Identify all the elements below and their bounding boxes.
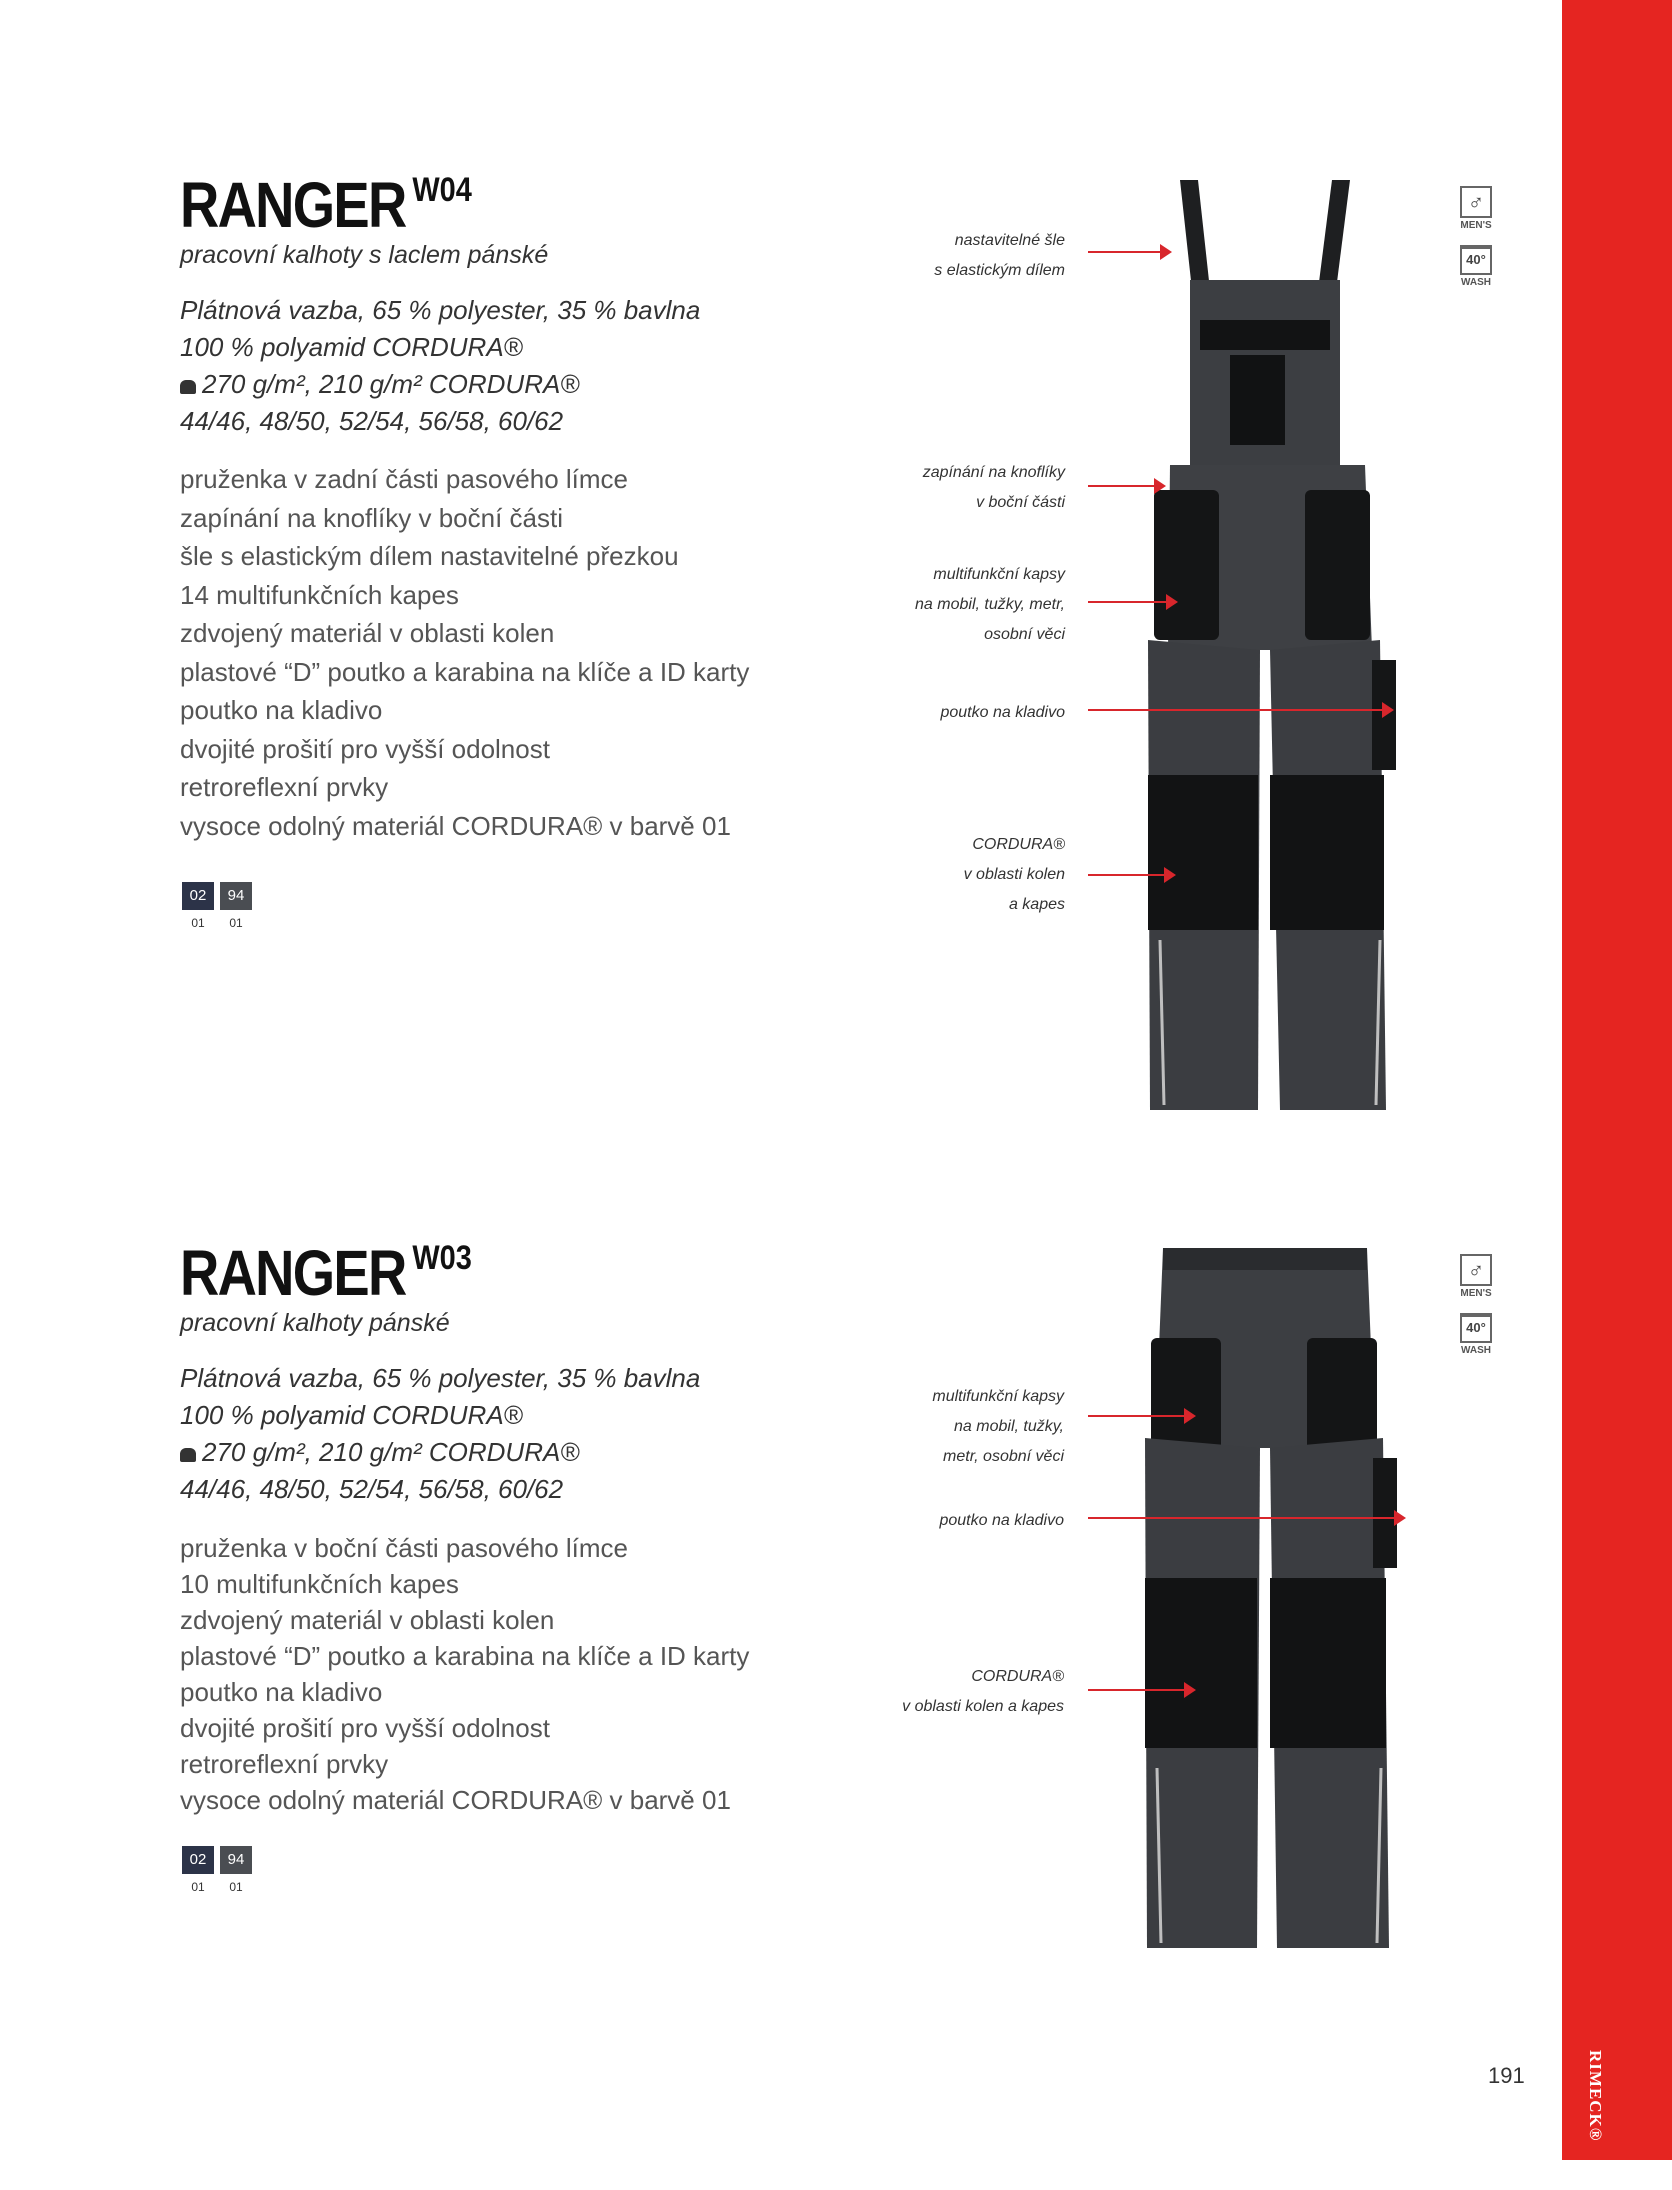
spec-list [180,1360,700,1508]
callout-straps: nastavitelné šle s elastickým dílem [934,232,1065,279]
feature-item: 14 multifunkčních kapes [180,579,459,610]
feature-item: zapínání na knoflíky v boční části [180,502,563,533]
wash-icon: 40° [1460,245,1492,275]
feature-item: vysoce odolný materiál CORDURA® v barvě 01 [180,1785,731,1815]
feature-list [180,1530,749,1818]
spec-material: 100 % polyamid CORDURA® [180,332,523,362]
male-icon: ♂ [1460,186,1492,218]
callout-hammer-loop: poutko na kladivo [940,704,1065,721]
color-swatches [182,1846,252,1894]
care-badges: ♂ MEN'S 40° WASH [1456,186,1496,288]
product-ranger-w03 [0,1068,1560,2068]
callout-cordura: CORDURA® v oblasti kolen a kapes [902,1668,1064,1715]
left-strap [1180,180,1210,290]
callout-arrow [1088,251,1170,253]
feature-item: pruženka v boční části pasového límce [180,1533,629,1563]
left-knee-pad [1145,1578,1257,1748]
bib-overall-illustration [1140,180,1430,1110]
spec-list [180,292,700,440]
spec-fabric: Plátnová vazba, 65 % polyester, 35 % bavlna [180,295,701,325]
right-knee-pad [1270,1578,1386,1748]
feature-item: pruženka v zadní části pasového límce [180,464,629,494]
right-strap [1318,180,1350,290]
spec-weight: 270 g/m², 210 g/m² CORDURA® [180,366,700,403]
product-subtitle: pracovní kalhoty s laclem pánské [180,241,549,269]
feature-item: poutko na kladivo [180,1677,383,1707]
right-holster-pocket [1305,490,1370,640]
color-swatch[interactable]: 94 01 [220,1846,252,1894]
callout-arrow [1088,1689,1194,1691]
callout-arrow [1088,485,1164,487]
product-title: RANGER $^{W04}$ [180,169,472,241]
product-code: W04 [412,171,472,209]
feature-list [180,460,749,845]
product-ranger-w04 [0,0,1560,1000]
weight-icon [180,1448,196,1462]
page-number: 191 [1488,2063,1525,2088]
callout-hammer-loop: poutko na kladivo [939,1512,1064,1529]
feature-item: dvojité prošití pro vyšší odolnost [180,1713,550,1743]
spec-sizes: 44/46, 48/50, 52/54, 56/58, 60/62 [180,1474,564,1504]
weight-icon [180,380,196,394]
callout-arrow [1088,874,1174,876]
color-swatch[interactable]: 02 01 [182,1846,214,1894]
bib-pocket [1230,355,1285,445]
brand-sidebar [1562,0,1672,2160]
feature-item: šle s elastickým dílem nastavitelné přezkou [180,541,679,571]
care-badges: ♂ MEN'S 40° WASH [1456,1254,1496,1356]
callout-arrow [1088,1517,1404,1519]
spec-fabric: Plátnová vazba, 65 % polyester, 35 % bavlna [180,1363,701,1393]
product-subtitle: pracovní kalhoty pánské [180,1309,450,1337]
callout-buttons: zapínání na knoflíky v boční části [922,464,1065,511]
feature-item: zdvojený materiál v oblasti kolen [180,1605,555,1635]
feature-item: retroreflexní prvky [180,772,389,802]
feature-item: zdvojený materiál v oblasti kolen [180,618,555,648]
trousers-illustration [1135,1248,1425,1948]
male-icon: ♂ [1460,1254,1492,1286]
feature-item: poutko na kladivo [180,695,383,725]
callout-pockets: multifunkční kapsy na mobil, tužky, metr, osobní věci [932,1388,1064,1465]
wash-icon: 40° [1460,1313,1492,1343]
callout-cordura: CORDURA® v oblasti kolen a kapes [963,836,1065,913]
bib-zip-pocket [1200,320,1330,350]
spec-sizes: 44/46, 48/50, 52/54, 56/58, 60/62 [180,406,564,436]
feature-item: 10 multifunkčních kapes [180,1569,459,1599]
feature-item: dvojité prošití pro vyšší odolnost [180,733,550,764]
feature-item: plastové “D” poutko a karabina na klíče a ID karty [180,656,750,687]
spec-weight: 270 g/m², 210 g/m² CORDURA® [180,1434,700,1471]
brand-logo: RIMECK® [1586,2050,1605,2142]
right-knee-pad [1270,775,1384,930]
waistband [1163,1248,1367,1270]
product-title: RANGER $^{W03}$ [180,1237,472,1309]
color-swatch[interactable]: 02 01 [182,882,214,930]
left-holster-pocket [1154,490,1219,640]
callout-arrow [1088,709,1392,711]
feature-item: retroreflexní prvky [180,1749,389,1779]
callout-arrow [1088,1415,1194,1417]
feature-item: vysoce odolný materiál CORDURA® v barvě 01 [180,810,731,841]
color-swatch[interactable]: 94 01 [220,882,252,930]
color-swatches [182,882,252,930]
callout-arrow [1088,601,1176,603]
left-knee-pad [1148,775,1258,930]
spec-material: 100 % polyamid CORDURA® [180,1400,523,1430]
callout-pockets: multifunkční kapsy na mobil, tužky, metr, osobní věci [915,566,1065,643]
feature-item: plastové “D” poutko a karabina na klíče a ID karty [180,1641,750,1671]
product-code: W03 [412,1239,472,1277]
